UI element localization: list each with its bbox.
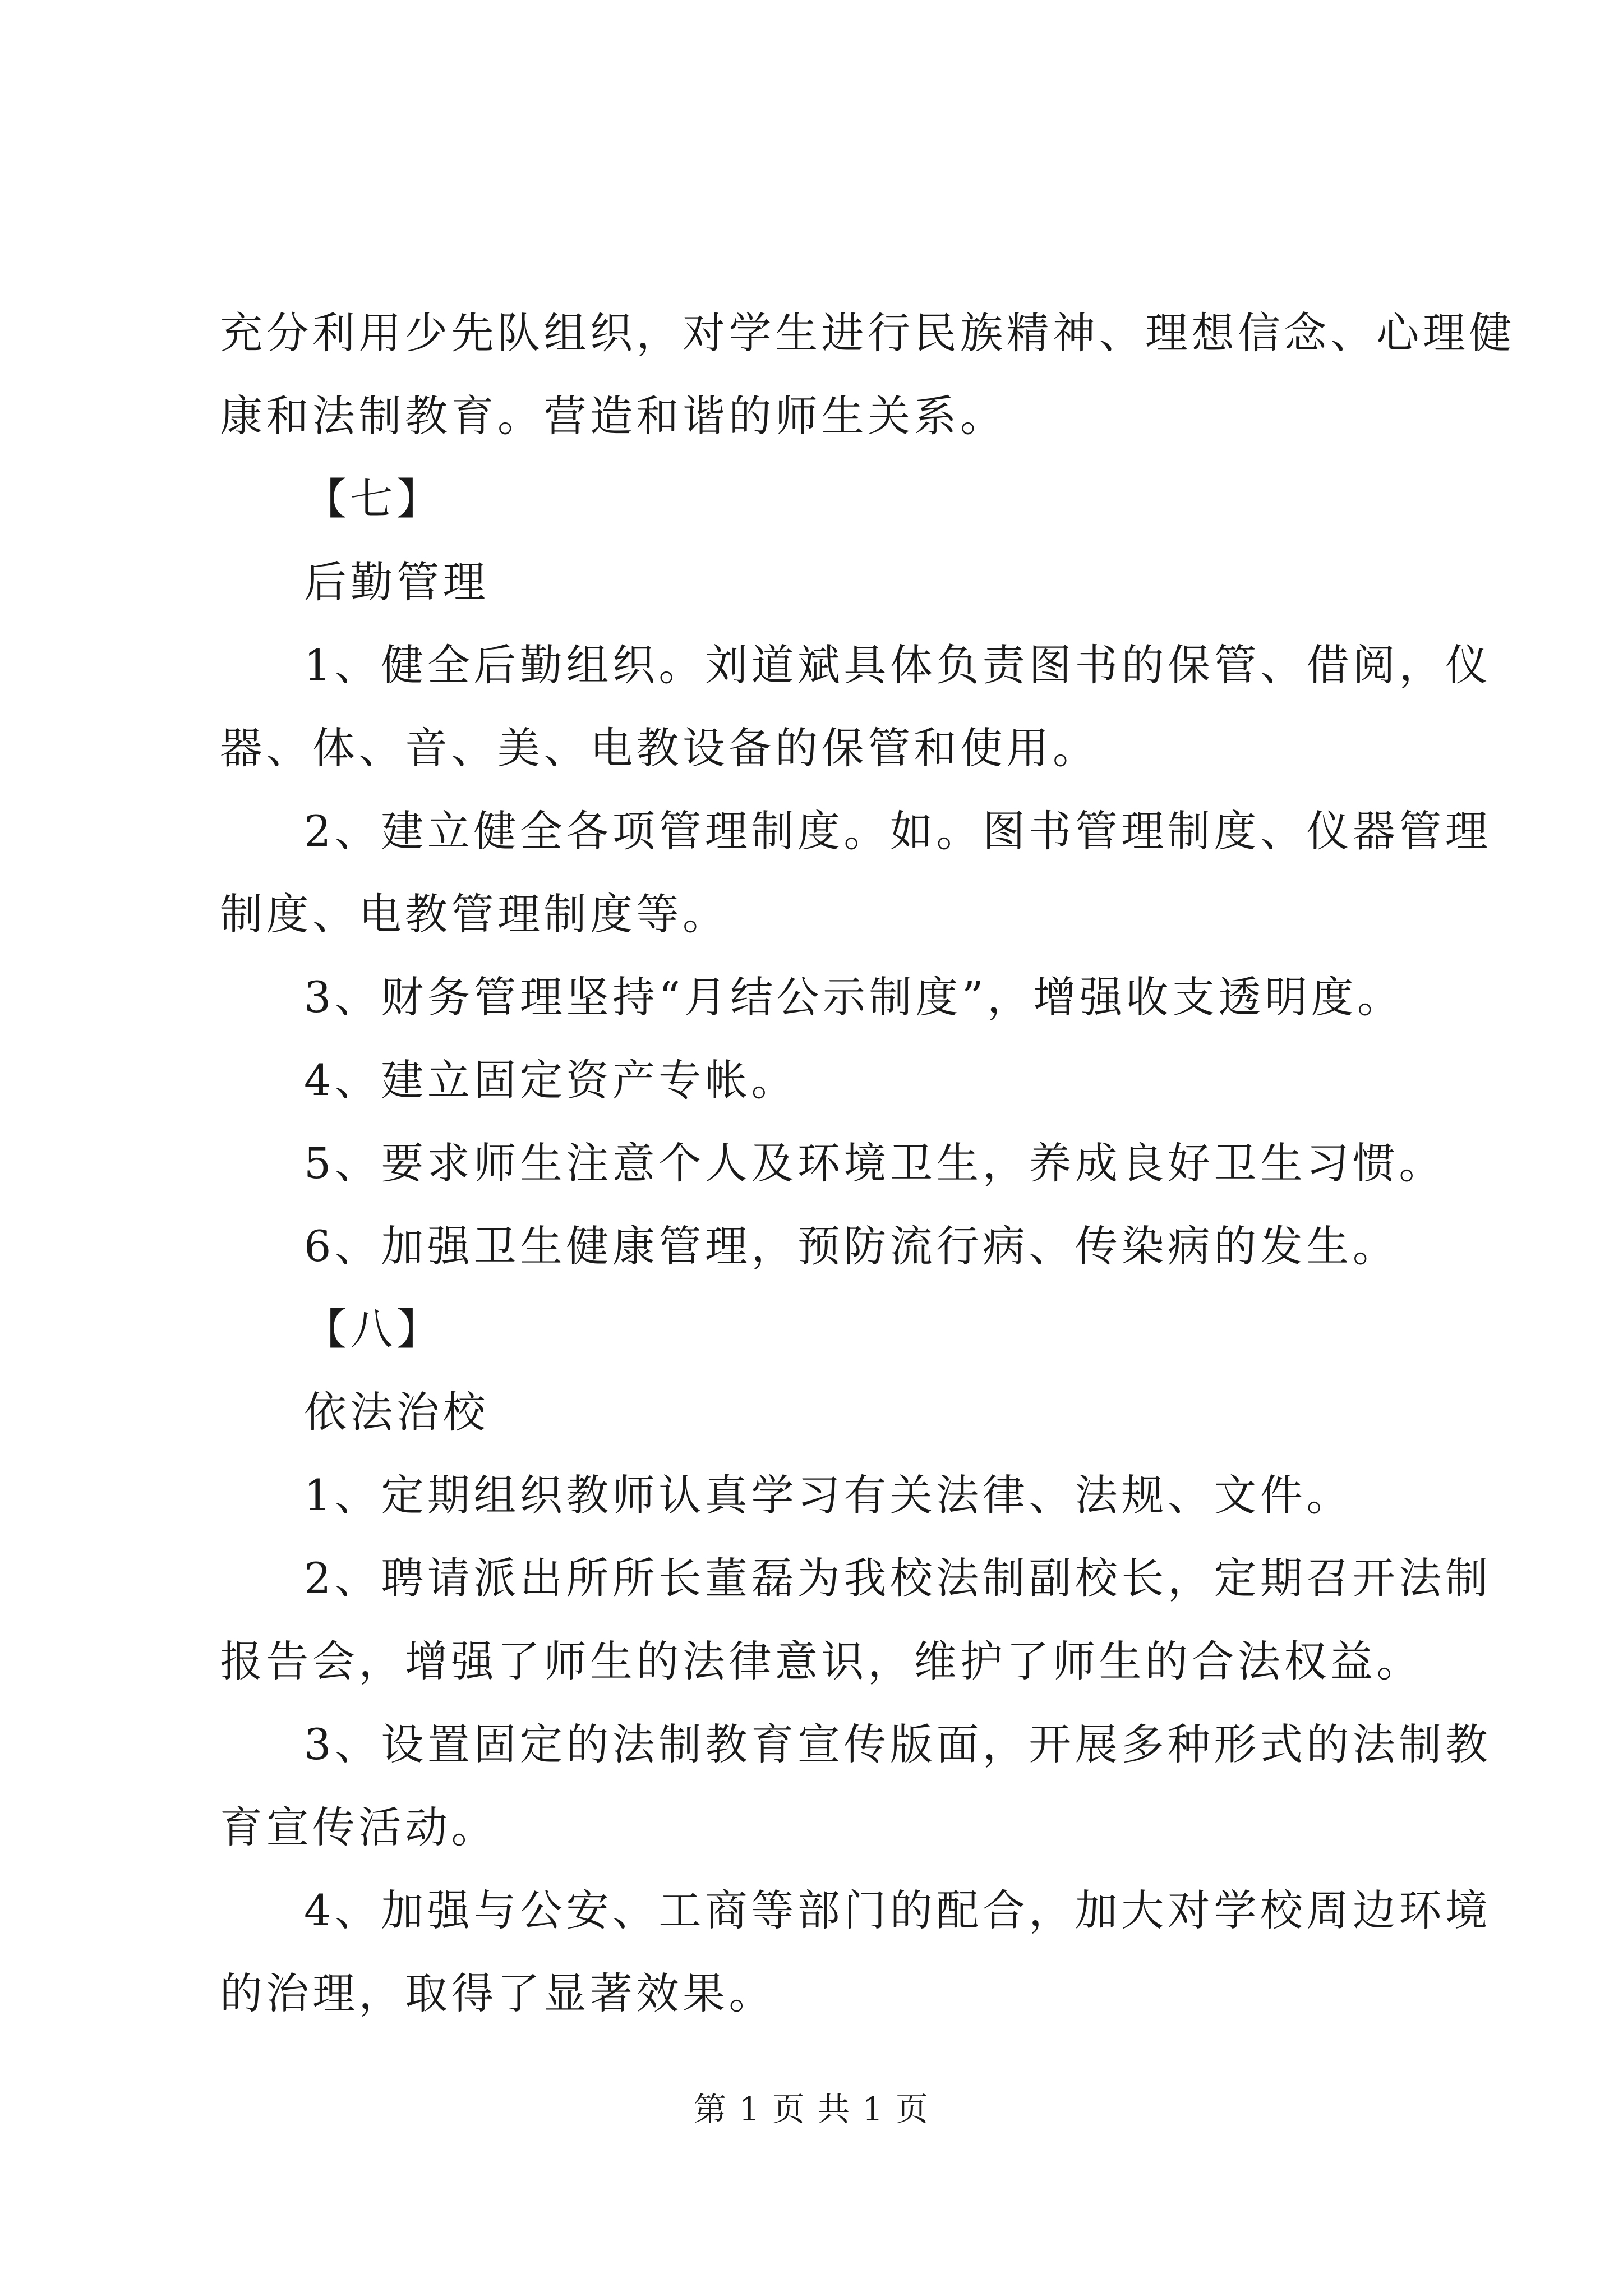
paragraph-line: 育宣传活动。 bbox=[220, 1802, 497, 1852]
paragraph-line: 4、建立固定资产专帐。 bbox=[304, 1055, 797, 1105]
paragraph-line: 4、加强与公安、工商等部门的配合，加大对学校周边环境 bbox=[304, 1885, 1492, 1935]
paragraph-line: 康和法制教育。营造和谐的师生关系。 bbox=[220, 391, 1007, 441]
document-body bbox=[220, 292, 1515, 2035]
page-number-footer: 第 1 页 共 1 页 bbox=[694, 2090, 929, 2128]
section-marker-eight: 【八】 bbox=[304, 1304, 443, 1354]
paragraph-line: 3、财务管理坚持“月结公示制度”，增强收支透明度。 bbox=[304, 972, 1404, 1022]
section-marker-seven: 【七】 bbox=[304, 474, 443, 524]
paragraph-line: 报告会，增强了师生的法律意识，维护了师生的合法权益。 bbox=[220, 1636, 1423, 1686]
paragraph-line: 制度、电教管理制度等。 bbox=[220, 889, 729, 939]
paragraph-line: 1、健全后勤组织。刘道斌具体负责图书的保管、借阅，仪 bbox=[304, 640, 1492, 690]
paragraph-line: 2、聘请派出所所长董磊为我校法制副校长，定期召开法制 bbox=[304, 1553, 1492, 1603]
paragraph-line: 2、建立健全各项管理制度。如。图书管理制度、仪器管理 bbox=[304, 806, 1492, 856]
paragraph-line: 1、定期组织教师认真学习有关法律、法规、文件。 bbox=[304, 1470, 1353, 1520]
section-heading-rule-of-law: 依法治校 bbox=[304, 1387, 489, 1437]
paragraph-line: 5、要求师生注意个人及环境卫生，养成良好卫生习惯。 bbox=[304, 1138, 1445, 1188]
section-heading-logistics: 后勤管理 bbox=[304, 557, 489, 607]
paragraph-line: 充分利用少先队组织，对学生进行民族精神、理想信念、心理健 bbox=[220, 308, 1515, 358]
paragraph-line: 3、设置固定的法制教育宣传版面，开展多种形式的法制教 bbox=[304, 1719, 1492, 1769]
paragraph-line: 的治理，取得了显著效果。 bbox=[220, 1968, 775, 2018]
paragraph-line: 器、体、音、美、电教设备的保管和使用。 bbox=[220, 723, 1099, 773]
paragraph-line: 6、加强卫生健康管理，预防流行病、传染病的发生。 bbox=[304, 1221, 1399, 1271]
